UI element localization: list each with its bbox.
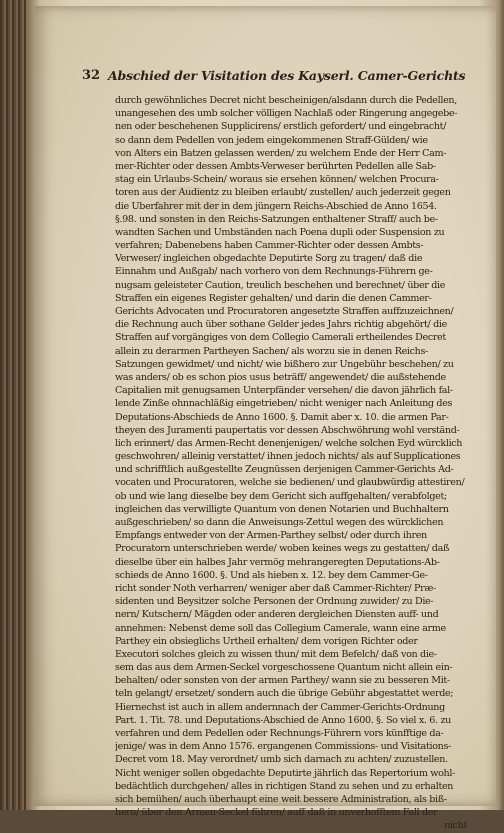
text-line: bedächtlich durchgehen/ alles in richtigen Stand zu sehen und zu erhalten xyxy=(115,780,454,792)
text-line: so dann dem Pedellen von jedem eingekommenen Straff-Gülden/ wie xyxy=(115,134,428,146)
text-line: ob und wie lang dieselbe bey dem Gericht sich auffgehalten/ verabfolget; xyxy=(115,490,447,502)
text-line: dieselbe über ein halbes Jahr vermög mehrangeregten Deputations-Ab- xyxy=(115,556,440,568)
text-line: Executori solches gleich zu wissen thun/ mit dem Befelch/ daß von die- xyxy=(115,648,437,660)
text-line: Part. 1. Tit. 78. und Deputations-Abschied de Anno 1600. §. So viel x. 6. zu xyxy=(115,714,451,726)
text-line: Verweser/ ingleichen obgedachte Deputirte Sorg zu tragen/ daß die xyxy=(115,253,423,265)
text-line: toren aus der Audientz zu bleiben erlaubt/ zustellen/ auch jederzeit gegen xyxy=(115,187,451,199)
text-line: §.98. und sonsten in den Reichs-Satzungen enthaltener Straff/ auch be- xyxy=(115,213,438,225)
text-line: und schrifftlich außgestellte Zeugnüssen derjenigen Cammer-Gerichts Ad- xyxy=(115,464,454,476)
text-line: unangesehen des umb solcher völligen Nachlaß oder Ringerung angegebe- xyxy=(115,108,458,120)
text-line: verfahren und dem Pedellen oder Rechnungs-Führern vors künfftige da- xyxy=(115,728,444,739)
text-line: theyen des Juramenti paupertatis vor dessen Abschwöhrung wohl verständ- xyxy=(115,424,460,436)
text-line: Capitalien mit genugsamen Unterpfänder versehen/ die davon jährlich fal- xyxy=(115,385,453,397)
text-line: die Rechnung auch über sothane Gelder jedes Jahrs richtig abgehört/ die xyxy=(115,319,447,331)
text-line: was anders/ ob es schon pios usus beträff/ angewendet/ die außstehende xyxy=(115,371,446,383)
text-line: allein zu derarmen Partheyen Sachen/ als worzu sie in denen Reichs- xyxy=(115,345,428,357)
text-line: ingleichen das verwilligte Quantum von denen Notarien und Buchhaltern xyxy=(115,503,449,515)
text-line: hero/ über den Armen-Seckel führen/ auff daß in unverhofftem Fall der xyxy=(115,807,438,819)
text-line: von Alters ein Batzen gelassen werden/ zu welchem Ende der Herr Cam- xyxy=(115,147,447,159)
text-line: Nicht weniger sollen obgedachte Deputirte jährlich das Repertorium wohl- xyxy=(115,767,455,779)
text-line: jenige/ was in dem Anno 1576. ergangenen Commissions- und Visitations- xyxy=(115,741,451,753)
text-line: Empfangs entweder von der Armen-Parthey selbst/ oder durch ihren xyxy=(115,530,427,542)
text-line: sidenten und Beysitzer solche Personen der Ordnung zuwider/ zu Die- xyxy=(115,596,434,608)
text-line: Hiernechst ist auch in allem andernnach der Cammer-Gerichts-Ordnung xyxy=(115,701,445,713)
text-line: Gerichts Advocaten und Procuratoren angesetzte Straffen auffzuzeichnen/ xyxy=(115,306,454,317)
text-line: behalten/ oder sonsten von der armen Parthey/ wann sie zu besseren Mit- xyxy=(115,675,450,687)
text-line: mer-Richter oder dessen Ambts-Verweser berührten Pedellen alle Sab- xyxy=(115,160,436,172)
text-line: Decret vom 18. May verordnet/ umb sich darnach zu achten/ zuzustellen. xyxy=(115,754,448,766)
text-line: nern/ Kutschern/ Mägden oder anderen dergleichen Diensten auff- und xyxy=(115,609,439,621)
book-spine xyxy=(0,0,26,810)
text-line: schieds de Anno 1600. §. Und als hieben x. 12. bey dem Cammer-Ge- xyxy=(115,569,428,581)
text-line: sem das aus dem Armen-Seckel vorgeschossene Quantum nicht allein ein- xyxy=(115,662,453,674)
text-line: teln gelangt/ ersetzet/ sondern auch die übrige Gebühr abgestattet werde; xyxy=(115,688,454,700)
text-line: wandten Sachen und Umbständen nach Poena dupli oder Suspension zu xyxy=(115,226,445,238)
running-title: Abschied der Visitation des Kayserl. Camer-Gerichts xyxy=(108,68,466,83)
text-line: lende Zinße ohnnachläßig eingetrieben/ nicht weniger nach Anleitung des xyxy=(115,398,453,410)
body-text xyxy=(115,94,467,833)
text-line: nen oder beschehenen Supplicirens/ erstlich gefordert/ und eingebracht/ xyxy=(115,121,447,133)
text-line: vocaten und Procuratoren, welche sie bedienen/ und glaubwürdig attestiren/ xyxy=(115,477,465,489)
text-line: Parthey ein obsieglichs Urtheil erhalten/ dem vorigen Richter oder xyxy=(115,635,418,647)
text-line: durch gewöhnliches Decret nicht bescheinigen/alsdann durch die Pedellen, xyxy=(115,95,457,106)
text-line: die Uberfahrer mit der in dem jüngern Reichs-Abschied de Anno 1654. xyxy=(115,200,437,212)
text-line: außgeschrieben/ so dann die Anweisungs-Zettul wegen des würcklichen xyxy=(115,517,444,528)
text-line: annehmen: Nebenst deme soll das Collegium Camerale, wann eine arme xyxy=(115,622,446,634)
text-line: lich erinnert/ das Armen-Recht denenjenigen/ welche solchen Eyd würcklich xyxy=(115,437,463,449)
text-line: nugsam geleisteter Caution, treulich beschehen und berechnet/ über die xyxy=(115,279,446,291)
text-line: Satzungen gewidmet/ und nicht/ wie bißhero zur Ungebühr beschehen/ zu xyxy=(115,358,454,370)
text-line: geschwohren/ alleinig verstattet/ ihnen jedoch nichts/ als auf Supplicationes xyxy=(115,451,461,463)
text-line: Procuratorn unterschrieben werde/ woben keines wegs zu gestatten/ daß xyxy=(115,543,450,555)
catchword: nicht xyxy=(444,820,467,832)
text-line: Straffen auf vorgängiges von dem Collegio Camerali ertheilendes Decret xyxy=(115,332,446,344)
text-line: sich bemühen/ auch überhaupt eine weit bessere Administration, als biß- xyxy=(115,793,447,805)
page-number: 32 xyxy=(82,68,101,83)
text-line: richt sonder Noth verharren/ weniger aber daß Cammer-Richter/ Præ- xyxy=(115,582,436,594)
text-line: Einnahm und Außgab/ nach vorhero von dem Rechnungs-Führern ge- xyxy=(115,266,433,278)
text-line: stag ein Urlaubs-Schein/ woraus sie ersehen können/ welchen Procura- xyxy=(115,174,439,186)
text-line: Straffen ein eigenes Register gehalten/ und darin die denen Cammer- xyxy=(115,292,432,304)
text-line: Deputations-Abschieds de Anno 1600. §. Damit aber x. 10. die armen Par- xyxy=(115,411,449,423)
text-line: verfahren; Dabenebens haben Cammer-Richter oder dessen Ambts- xyxy=(115,240,424,252)
page-header xyxy=(82,68,466,86)
